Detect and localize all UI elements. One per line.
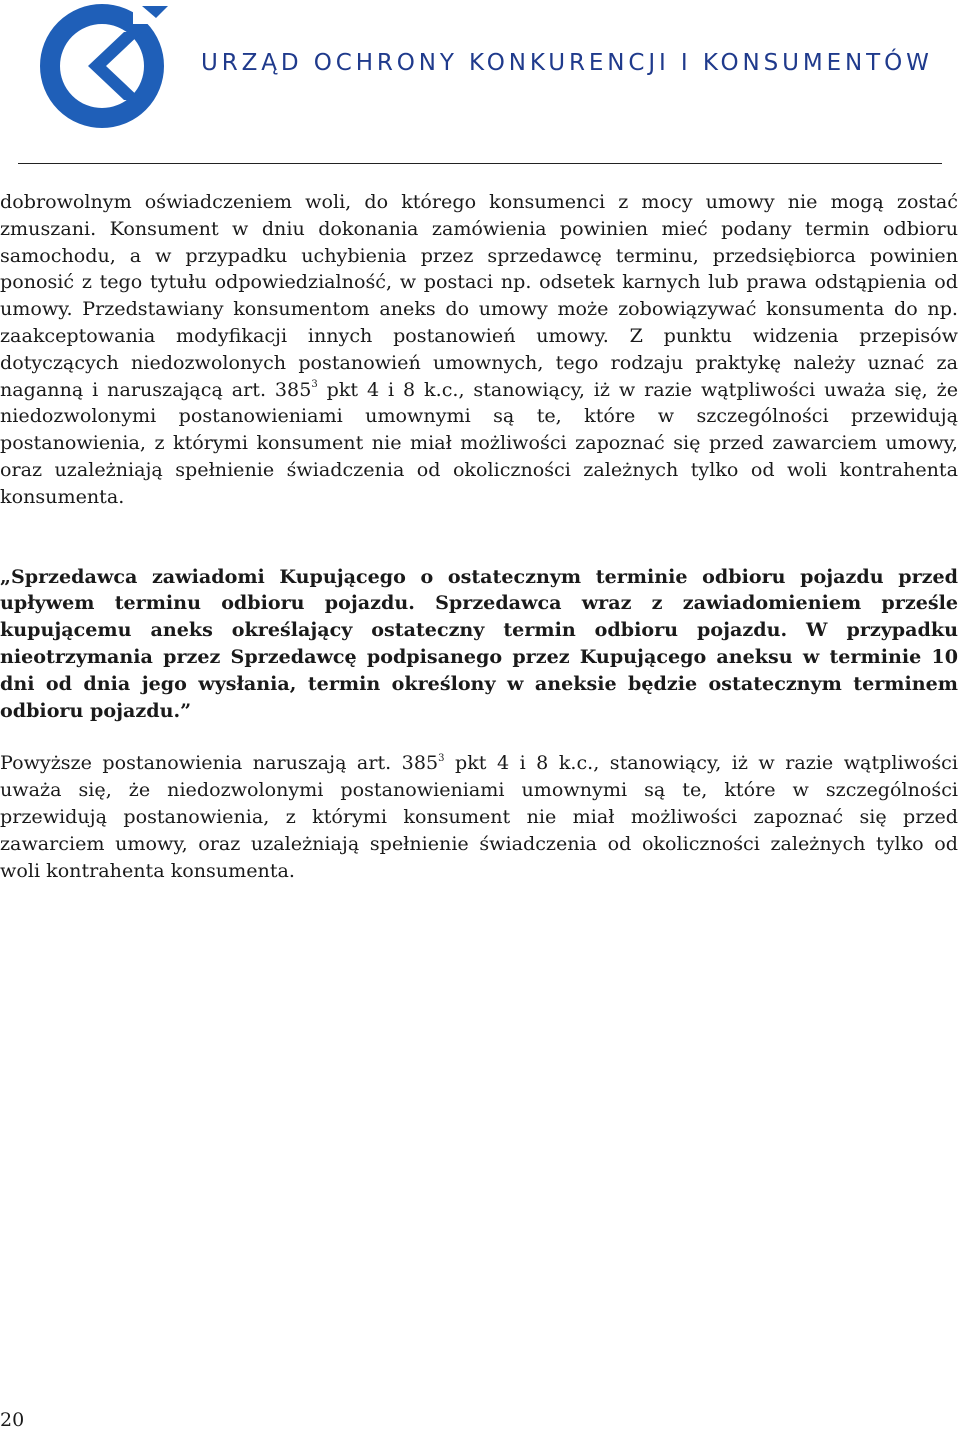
paragraph-1-text-b: pkt 4 i 8 k.c., stanowiący, iż w razie wątpliwości uważa się, że niedozwolonymi postanowieniami umownymi są te, które w szczególności przewidują postanowienia, z którymi konsument nie miał możliwości zapoznać się przed zawarciem umowy, oraz uzależniają spełnienie świadczenia od okoliczności zależnych tylko od woli kontrahenta konsumenta. — [0, 377, 958, 508]
page-number: 20 — [0, 1409, 25, 1431]
organization-name: URZĄD OCHRONY KONKURENCJI I KONSUMENTÓW — [201, 50, 933, 76]
paragraph-3-text-a: Powyższe postanowienia naruszają art. 385 — [0, 751, 439, 775]
paragraph-3-superscript: 3 — [438, 752, 445, 764]
uokik-logo-icon — [38, 2, 170, 130]
quoted-clause: „Sprzedawca zawiadomi Kupującego o ostatecznym terminie odbioru pojazdu przed upływem terminu odbioru pojazdu. Sprzedawca wraz z zawiadomieniem prześle kupującemu aneks określający ostateczny termin odbioru pojazdu. W przypadku nieotrzymania przez Sprzedawcę podpisanego przez Kupującego aneksu w terminie 10 dni od dnia jego wysłania, termin określony w aneksie będzie ostatecznym terminem odbioru pojazdu.” — [0, 564, 958, 722]
paragraph-1-text-a: dobrowolnym oświadczeniem woli, do którego konsumenci z mocy umowy nie mogą zostać zmuszani. Konsument w dniu dokonania zamówienia powinien mieć podany termin odbioru samochodu, a w przypadku uchybienia przez sprzedawcę terminu, przedsiębiorca powinien ponosić z tego tytułu odpowiedzialność, w postaci np. odsetek karnych lub prawa odstąpienia od umowy. Przedstawiany konsumentom aneks do umowy może zobowiązywać konsumenta do np. zaakceptowania modyfikacji innych postanowień umowy. Z punktu widzenia przepisów dotyczących niedozwolonych postanowień umownych, tego rodzaju praktykę należy uznać za naganną i naruszającą art. 385 — [0, 190, 958, 401]
paragraph-3-text-b: pkt 4 i 8 k.c., stanowiący, iż w razie wątpliwości uważa się, że niedozwolonymi postanowieniami umownymi są te, które w szczególności przewidują postanowienia, z którymi konsument nie miał możliwości zapoznać się przed zawarciem umowy, oraz uzależniają spełnienie świadczenia od okoliczności zależnych tylko od woli kontrahenta konsumenta. — [0, 751, 958, 882]
page-header — [0, 0, 960, 170]
document-body — [0, 189, 958, 884]
paragraph-3 — [0, 750, 958, 884]
header-divider — [18, 163, 942, 164]
paragraph-1 — [0, 189, 958, 511]
paragraph-1-superscript: 3 — [311, 379, 318, 391]
